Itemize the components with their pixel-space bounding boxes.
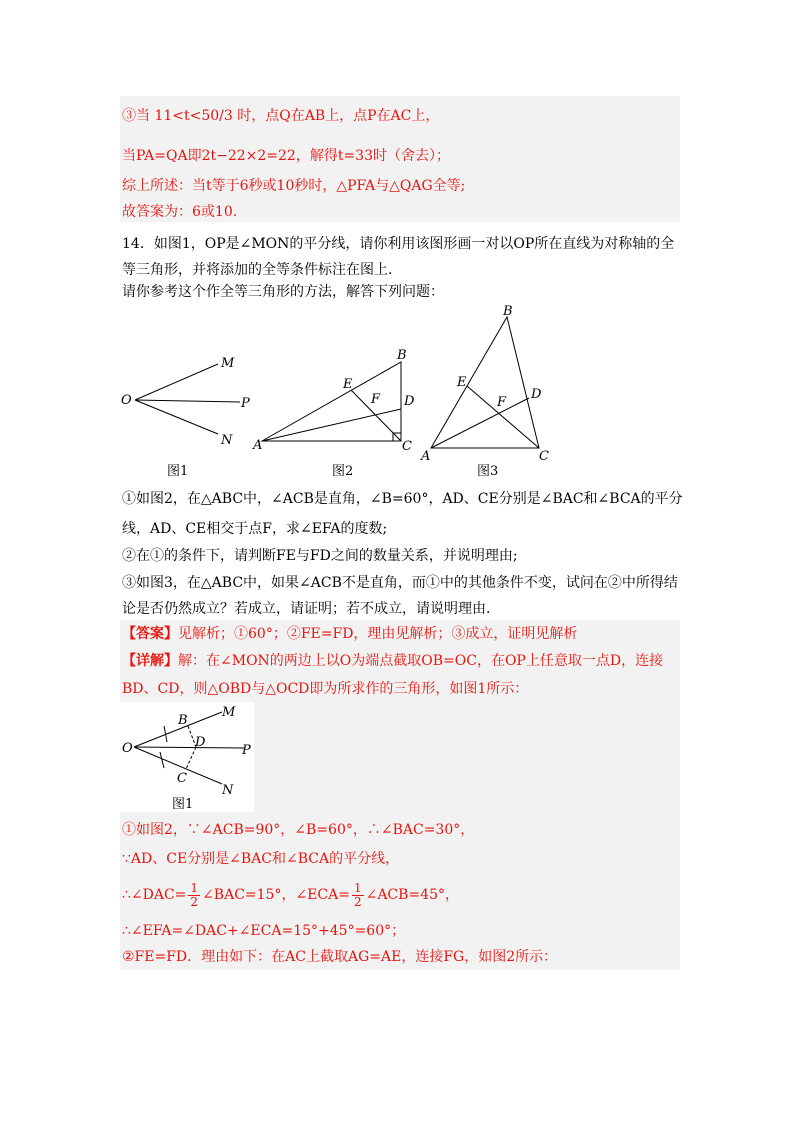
fig2-label-d: D	[404, 394, 415, 409]
question-line-1: 14．如图1，OP是∠MON的平分线，请你利用该图形画一对以OP所在直线为对称轴的全	[122, 236, 675, 252]
step-2: ∵AD、CE分别是∠BAC和∠BCA的平分线，	[122, 851, 400, 867]
fig1-label-n: N	[221, 433, 233, 448]
ans-fig-label-o: O	[122, 741, 133, 756]
figure-1	[115, 345, 255, 480]
step-5: ②FE=FD．理由如下：在AC上截取AG=AE，连接FG，如图2所示：	[122, 949, 558, 965]
fraction-half-2: $\frac{1}{2}$	[353, 880, 362, 909]
solution-line-4: 故答案为：6或10.	[122, 204, 238, 220]
fig1-caption: 图1	[167, 464, 189, 479]
fig2-label-e: E	[343, 377, 353, 392]
ans-fig-label-b: B	[178, 713, 188, 728]
fig1-label-p: P	[241, 396, 250, 411]
subq1-line-2: 线，AD、CE相交于点F，求∠EFA的度数;	[122, 521, 388, 537]
fig1-label-m: M	[221, 356, 235, 371]
ans-fig-label-n: N	[222, 783, 234, 798]
solution-line-3: 综上所述：当t等于6秒或10秒时，△PFA与△QAG全等;	[122, 178, 466, 194]
fraction-half-1: $\frac{1}{2}$	[190, 880, 199, 909]
fig1-label-o: O	[121, 393, 132, 408]
question-line-2: 等三角形，并将添加的全等条件标注在图上.	[122, 262, 393, 278]
subq2-line: ②在①的条件下，请判断FE与FD之间的数量关系，并说明理由;	[122, 548, 518, 564]
fig2-label-f: F	[371, 392, 381, 407]
step-3: ∴∠DAC= $\frac{1}{2}$ ∠BAC=15°，∠ECA= $\frac{1}{2}$ ∠ACB=45°，	[122, 880, 459, 909]
solution-line-1: ③当 11<t<50/3 时，点Q在AB上，点P在AC上，	[122, 108, 440, 124]
fig2-caption: 图2	[332, 464, 354, 479]
detail-line-2: BD、CD，则△OBD与△OCD即为所求作的三角形，如图1所示：	[122, 681, 529, 697]
step-1: ①如图2，∵∠ACB=90°，∠B=60°，∴∠BAC=30°，	[122, 822, 475, 838]
step-4: ∴∠EFA=∠DAC+∠ECA=15°+45°=60°；	[122, 923, 406, 939]
subq3-line-2: 论是否仍然成立？若成立，请证明；若不成立，请说明理由.	[122, 601, 491, 617]
detail-line-1: 【详解】解：在∠MON的两边上以O为端点截取OB=OC，在OP上任意取一点D，连接	[122, 653, 664, 669]
subq3-line-1: ③如图3，在△ABC中，如果∠ACB不是直角，而①中的其他条件不变，试问在②中所得结	[122, 575, 678, 591]
solution-line-2: 当PA=QA即2t−22×2=22，解得t=33时（舍去）；	[122, 148, 450, 164]
question-line-3: 请你参考这个作全等三角形的方法，解答下列问题：	[122, 284, 444, 300]
detail-tag: 【详解】	[122, 653, 178, 669]
fig3-caption: 图3	[477, 464, 499, 479]
answer-line: 【答案】见解析；①60°；②FE=FD，理由见解析；③成立，证明见解析	[122, 626, 578, 642]
fig3-label-c: C	[539, 449, 549, 464]
figure-2	[250, 345, 425, 480]
figure-3	[415, 300, 570, 480]
answer-tag: 【答案】	[122, 626, 178, 642]
fig2-label-b: B	[397, 348, 407, 363]
fig3-label-d: D	[531, 387, 542, 402]
fig3-label-f: F	[497, 395, 507, 410]
fig3-label-b: B	[503, 304, 513, 319]
fig2-label-a: A	[253, 438, 263, 453]
ans-fig-label-c: C	[177, 771, 187, 786]
fig2-label-c: C	[402, 439, 412, 454]
ans-fig-label-p: P	[242, 743, 251, 758]
fig3-label-a: A	[421, 449, 431, 464]
ans-fig-label-m: M	[222, 705, 236, 720]
ans-fig-caption: 图1	[172, 797, 194, 812]
fig3-label-e: E	[457, 375, 467, 390]
ans-fig-label-d: D	[195, 735, 206, 750]
answer-figure	[120, 702, 254, 812]
subq1-line-1: ①如图2，在△ABC中，∠ACB是直角，∠B=60°，AD、CE分别是∠BAC和∠BCA的平分	[122, 491, 683, 507]
